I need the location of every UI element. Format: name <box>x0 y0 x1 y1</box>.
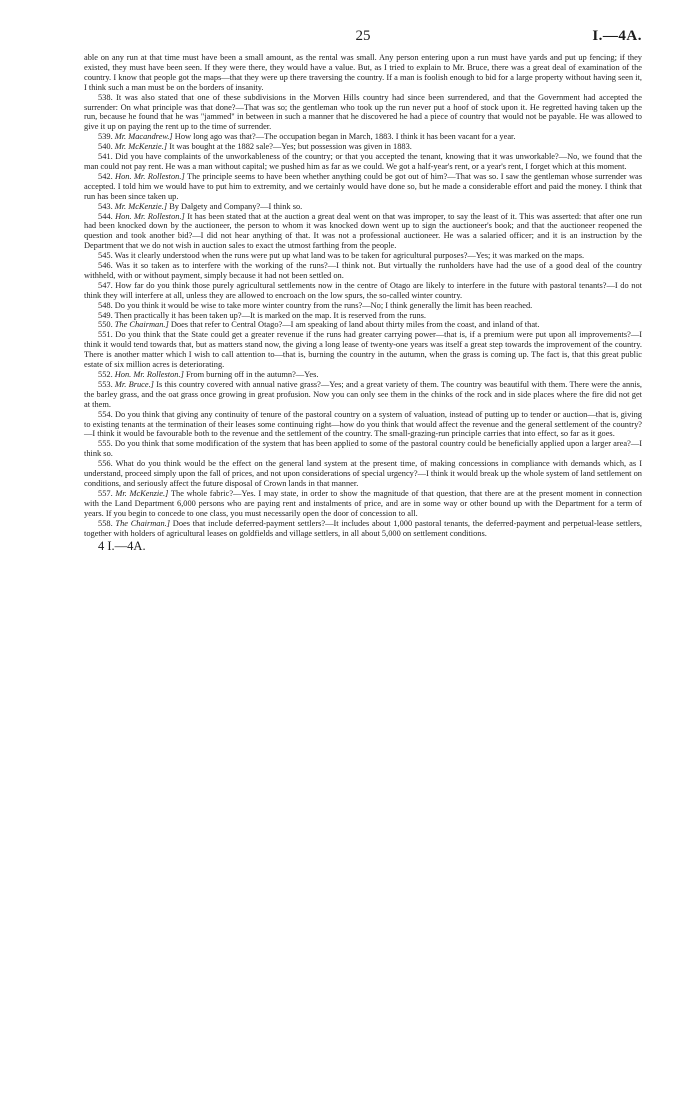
paragraph <box>84 53 642 93</box>
paragraph <box>84 301 642 311</box>
question-number: 539. <box>98 132 113 142</box>
paragraph <box>84 132 642 142</box>
paragraph-text: 545. Was it clearly understood when the runs were put up what land was to be taken for agricultural purposes?—Yes; it was marked on the maps. <box>98 251 585 261</box>
paragraph-text: Does that refer to Central Otago?—I am speaking of land about thirty miles from the coast, and inland of that. <box>170 320 540 330</box>
question-number: 544. <box>98 211 113 221</box>
paragraph-text: The whole fabric?—Yes. I may state, in order to show the magnitude of that question, that there are at the present moment in connection with the Land Department 6,000 persons who are paying rent and instalments of price, and are in some way or other bound up with the Department for a term of years. If you begin to concede to one class, you must necessarily open the door of concession to all. <box>84 488 642 518</box>
paragraph-text: 554. Do you think that giving any continuity of tenure of the pastoral country on a system of valuation, instead of putting up to tender or auction—that is, giving to existing tenants at the termination of their leases some continuing right—how do you think that would affect the revenue and the general settlement of the country?—I think it would be favourable both to the revenue and the settlement of the country. The small-grazing-run principle carries that into effect, so far as it goes. <box>84 409 642 439</box>
page-number: 25 <box>355 28 371 44</box>
paragraph-text: It was bought at the 1882 sale?—Yes; but possession was given in 1883. <box>169 142 412 152</box>
paragraph <box>84 410 642 440</box>
speaker-name: Mr. McKenzie.] <box>114 201 168 211</box>
paragraph <box>84 202 642 212</box>
paragraph <box>84 93 642 133</box>
paragraph-text: 549. Then practically it has been taken up?—It is marked on the map. It is reserved from the runs. <box>98 310 426 320</box>
document-body <box>84 53 642 538</box>
paragraph-text: 548. Do you think it would be wise to take more winter country from the runs?—No; I think generally the limit has been reached. <box>98 300 533 310</box>
speaker-name: Mr. Bruce.] <box>114 379 154 389</box>
paragraph-text: By Dalgety and Company?—I think so. <box>169 201 303 211</box>
paragraph <box>84 142 642 152</box>
question-number: 550. <box>98 320 113 330</box>
paragraph-text: 556. What do you think would be the effect on the general land system at the present time, of making concessions in compliance with demands which, as I understand, proceed simply upon the fall of prices, and not upon considerations of special urgency?—I think it would break up the whole system of land settlement on conditions, and seriously affect the future disposal of Crown lands in that manner. <box>84 459 642 488</box>
paragraph <box>84 212 642 252</box>
paragraph <box>84 320 642 330</box>
question-number: 558. <box>98 518 113 528</box>
question-number: 552. <box>98 370 113 379</box>
paragraph <box>84 251 642 261</box>
speaker-name: The Chairman.] <box>115 518 171 528</box>
paragraph-text: It has been stated that at the auction a great deal went on that was improper, to say the least of it. This was asserted: that after one run had been knocked down by the auctioneer, the person to whom it was knocked down went up to sign the auctioneer's book; and that the auctioneer reopened the question and took another bid?—I did not hear anything of that. It was not a professional auctioneer. He was a salaried officer; and it is an instruction by the Department that we do not wish in auction sales to exact the utmost farthing from the people. <box>84 211 643 251</box>
paragraph-text: 538. It was also stated that one of these subdivisions in the Morven Hills country had since been surrendered, and that the Government had accepted the surrender: On what principle was that done?—That was so; the gentleman who took up the run never put a hoof of stock upon it. He regretted having taken up the run, because he found that he was "jammed" in between in such a manner that he discovered he had a piece of country that would not be payable. He was allowed to give it up on paying the rent up to the time of surrender. <box>84 92 642 132</box>
question-number: 543. <box>98 201 113 211</box>
question-number: 542. <box>98 171 113 181</box>
paragraph <box>84 380 642 410</box>
speaker-name: Hon. Mr. Rolleston.] <box>115 171 185 181</box>
paragraph <box>84 330 642 370</box>
paragraph <box>84 311 642 321</box>
paragraph-text: 541. Did you have complaints of the unworkableness of the country; or that you accepted the tenant, knowing that it was unworkable?—No, we found that the man could not pay rent. He was a man without capital; we pushed him as far as we could. We got a half-year's rent, or a year's rent, I forget which at this moment. <box>84 152 642 171</box>
question-number: 553. <box>98 379 113 389</box>
paragraph <box>84 459 642 489</box>
paragraph <box>84 281 642 301</box>
question-number: 540. <box>98 142 113 152</box>
paragraph <box>84 152 642 172</box>
paragraph <box>84 172 642 202</box>
speaker-name: Hon. Mr. Rolleston.] <box>114 370 184 379</box>
speaker-name: Hon. Mr. Rolleston.] <box>115 211 185 221</box>
paragraph <box>84 489 642 519</box>
speaker-name: Mr. Macandrew.] <box>114 132 173 142</box>
speaker-name: The Chairman.] <box>114 320 169 330</box>
paragraph-text: From burning off in the autumn?—Yes. <box>185 370 319 379</box>
paragraph-text: The principle seems to have been whether anything could be got out of him?—That was so. I saw the gentleman whose surrender was accepted. I told him we would have to put him to extremity, and we certainly would have done so, but he made a considerable effort and paid the money. I think that run has been since taken up. <box>84 171 642 201</box>
question-number: 557. <box>98 488 113 498</box>
speaker-name: Mr. McKenzie.] <box>115 488 169 498</box>
paragraph <box>84 439 642 459</box>
paragraph-text: able on any run at that time must have been a small amount, as the rental was small. Any person entering upon a run must have yards and put up fencing; if they existed, they must have been seen. If they were there, they would have a value. But, as I tried to explain to Mr. Bruce, there was a great deal of examination of the country. I know that people got the maps—that they were up there traversing the country. If a man is foolish enough to bid for a large property without having seen it, I think such a man must be on the borders of insanity. <box>84 53 642 92</box>
printer-signature: 4 I.—4A. <box>98 539 146 554</box>
paragraph <box>84 519 642 539</box>
paragraph-text: Does that include deferred-payment settlers?—It includes about 1,000 pastoral tenants, the deferred-payment and perpetual-lease settlers, together with holders of agricultural leases on goldfields and village settlers, in all about 5,000 on settlement conditions. <box>84 518 643 538</box>
paragraph-text: 546. Was it so taken as to interfere with the working of the runs?—I think not. But virtually the runholders have had the use of a good deal of the country withheld, with or without payment, simply because it had not been settled on. <box>84 261 642 280</box>
paper-reference: I.—4A. <box>592 28 642 44</box>
speaker-name: Mr. McKenzie.] <box>114 142 168 152</box>
paragraph <box>84 370 642 380</box>
paragraph-text: 555. Do you think that some modification of the system that has been applied to some of the pastoral country could be beneficially applied upon a larger area?—I think so. <box>84 439 642 459</box>
paragraph-text: 547. How far do you think those purely agricultural settlements now in the centre of Otago are likely to interfere in the future with pastoral tenants?—I do not think they will interfere at all, unless they are allowed to encroach on the low spurs, the so-called winter country. <box>84 280 642 300</box>
page-header <box>84 28 642 50</box>
paragraph-text: How long ago was that?—The occupation began in March, 1883. I think it has been vacant for a year. <box>174 132 516 142</box>
paragraph-text: 551. Do you think that the State could get a greater revenue if the runs had greater carrying power—that is, if a premium were put upon all improvements?—I think it would tend towards that, but as matters stand now, the giving a long lease of twenty-one years was itself a great step towards the improvement of the country. There is another matter which I wish to call attention to—that is, burning the country in the autumn, when the grass is coming up. The fact is, that this great public estate of six million acres is deteriorating. <box>84 330 642 370</box>
paragraph <box>84 261 642 281</box>
paragraph-text: Is this country covered with annual native grass?—Yes; and a great variety of them. The country was beautiful with them. There were the annis, the barley grass, and the oat grass once growing in great profusion. Now you can only see them in the chinks of the rock and in side places where the fire did not get at them. <box>84 379 643 409</box>
